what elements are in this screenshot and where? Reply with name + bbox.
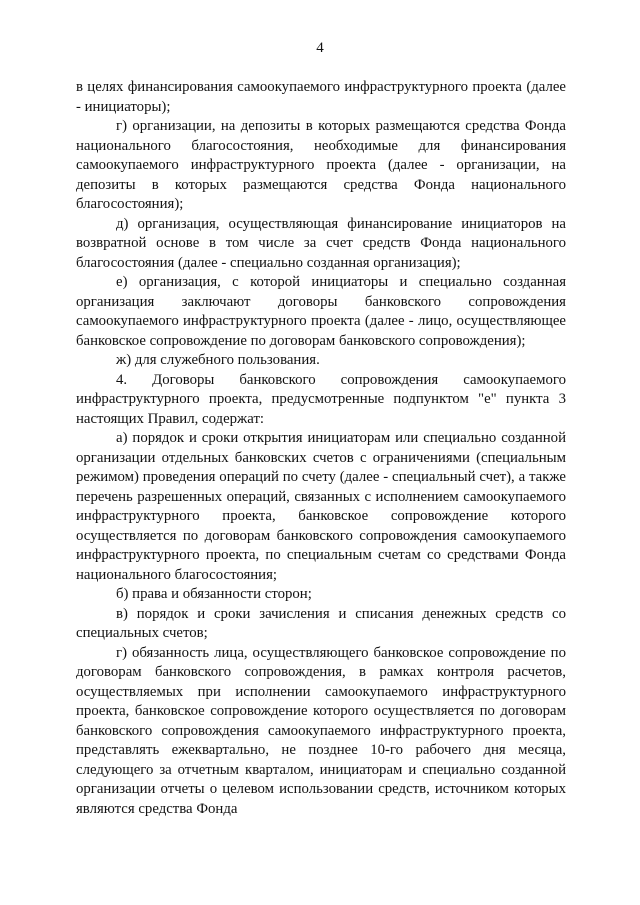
paragraph-item-v-crediting-debiting: в) порядок и сроки зачисления и списания денежных средств со специальных счетов;: [76, 605, 566, 641]
paragraph-intro-continuation: в целях финансирования самоокупаемого инфраструктурного проекта (далее - инициаторы);: [76, 79, 566, 115]
paragraph-item-zh-official-use: ж) для служебного пользования.: [116, 352, 320, 368]
paragraph-item-a-special-accounts: а) порядок и сроки открытия инициаторам или специально созданной организации отдельных банковских счетов с ограничениями (специальным режимом) проведения операций по счету (далее - специальный счет), а также перечень разрешенных операций, связанных с исполнением самоокупаемого инфраструктурного проекта, банковское сопровождение которого осуществляется по договорам банковского сопровождения самоокупаемого инфраструктурного проекта, по специальным счетам со средствами Фонда национального благосостояния;: [76, 430, 566, 583]
document-body: [76, 78, 566, 819]
paragraph-item-d-special-organization: д) организация, осуществляющая финансирование инициаторов на возвратной основе в том числе за счет средств Фонда национального благосостояния (далее - специально созданная организация);: [76, 215, 566, 271]
paragraph-item-e-banking-support-entity: е) организация, с которой инициаторы и специально созданная организация заключают договоры банковского сопровождения самоокупаемого инфраструктурного проекта (далее - лицо, осуществляющее банковское сопровождение по договорам банковского сопровождения);: [76, 274, 566, 349]
paragraph-section-4-contracts: 4. Договоры банковского сопровождения самоокупаемого инфраструктурного проекта, предусмотренные подпунктом "е" пункта 3 настоящих Правил, содержат:: [76, 371, 566, 427]
page-number: 4: [316, 40, 324, 56]
paragraph-item-g-reporting-obligation: г) обязанность лица, осуществляющего банковское сопровождение по договорам банковского сопровождения, в рамках контроля расчетов, осуществляемых при исполнении самоокупаемого инфраструктурного проекта, банковское сопровождение которого осуществляется по договорам банковского сопровождения самоокупаемого инфраструктурного проекта, представлять ежеквартально, не позднее 10-го рабочего дня месяца, следующего за отчетным кварталом, инициаторам и специально созданной организации отчеты о целевом использовании средств, источником которых являются средства Фонда: [76, 644, 566, 817]
paragraph-item-g-deposit-organizations: г) организации, на депозиты в которых размещаются средства Фонда национального благосостояния, необходимые для финансирования самоокупаемого инфраструктурного проекта (далее - организации, на депозиты в которых размещаются средства Фонда национального благосостояния);: [76, 118, 566, 212]
paragraph-item-b-rights-obligations: б) права и обязанности сторон;: [116, 586, 312, 602]
